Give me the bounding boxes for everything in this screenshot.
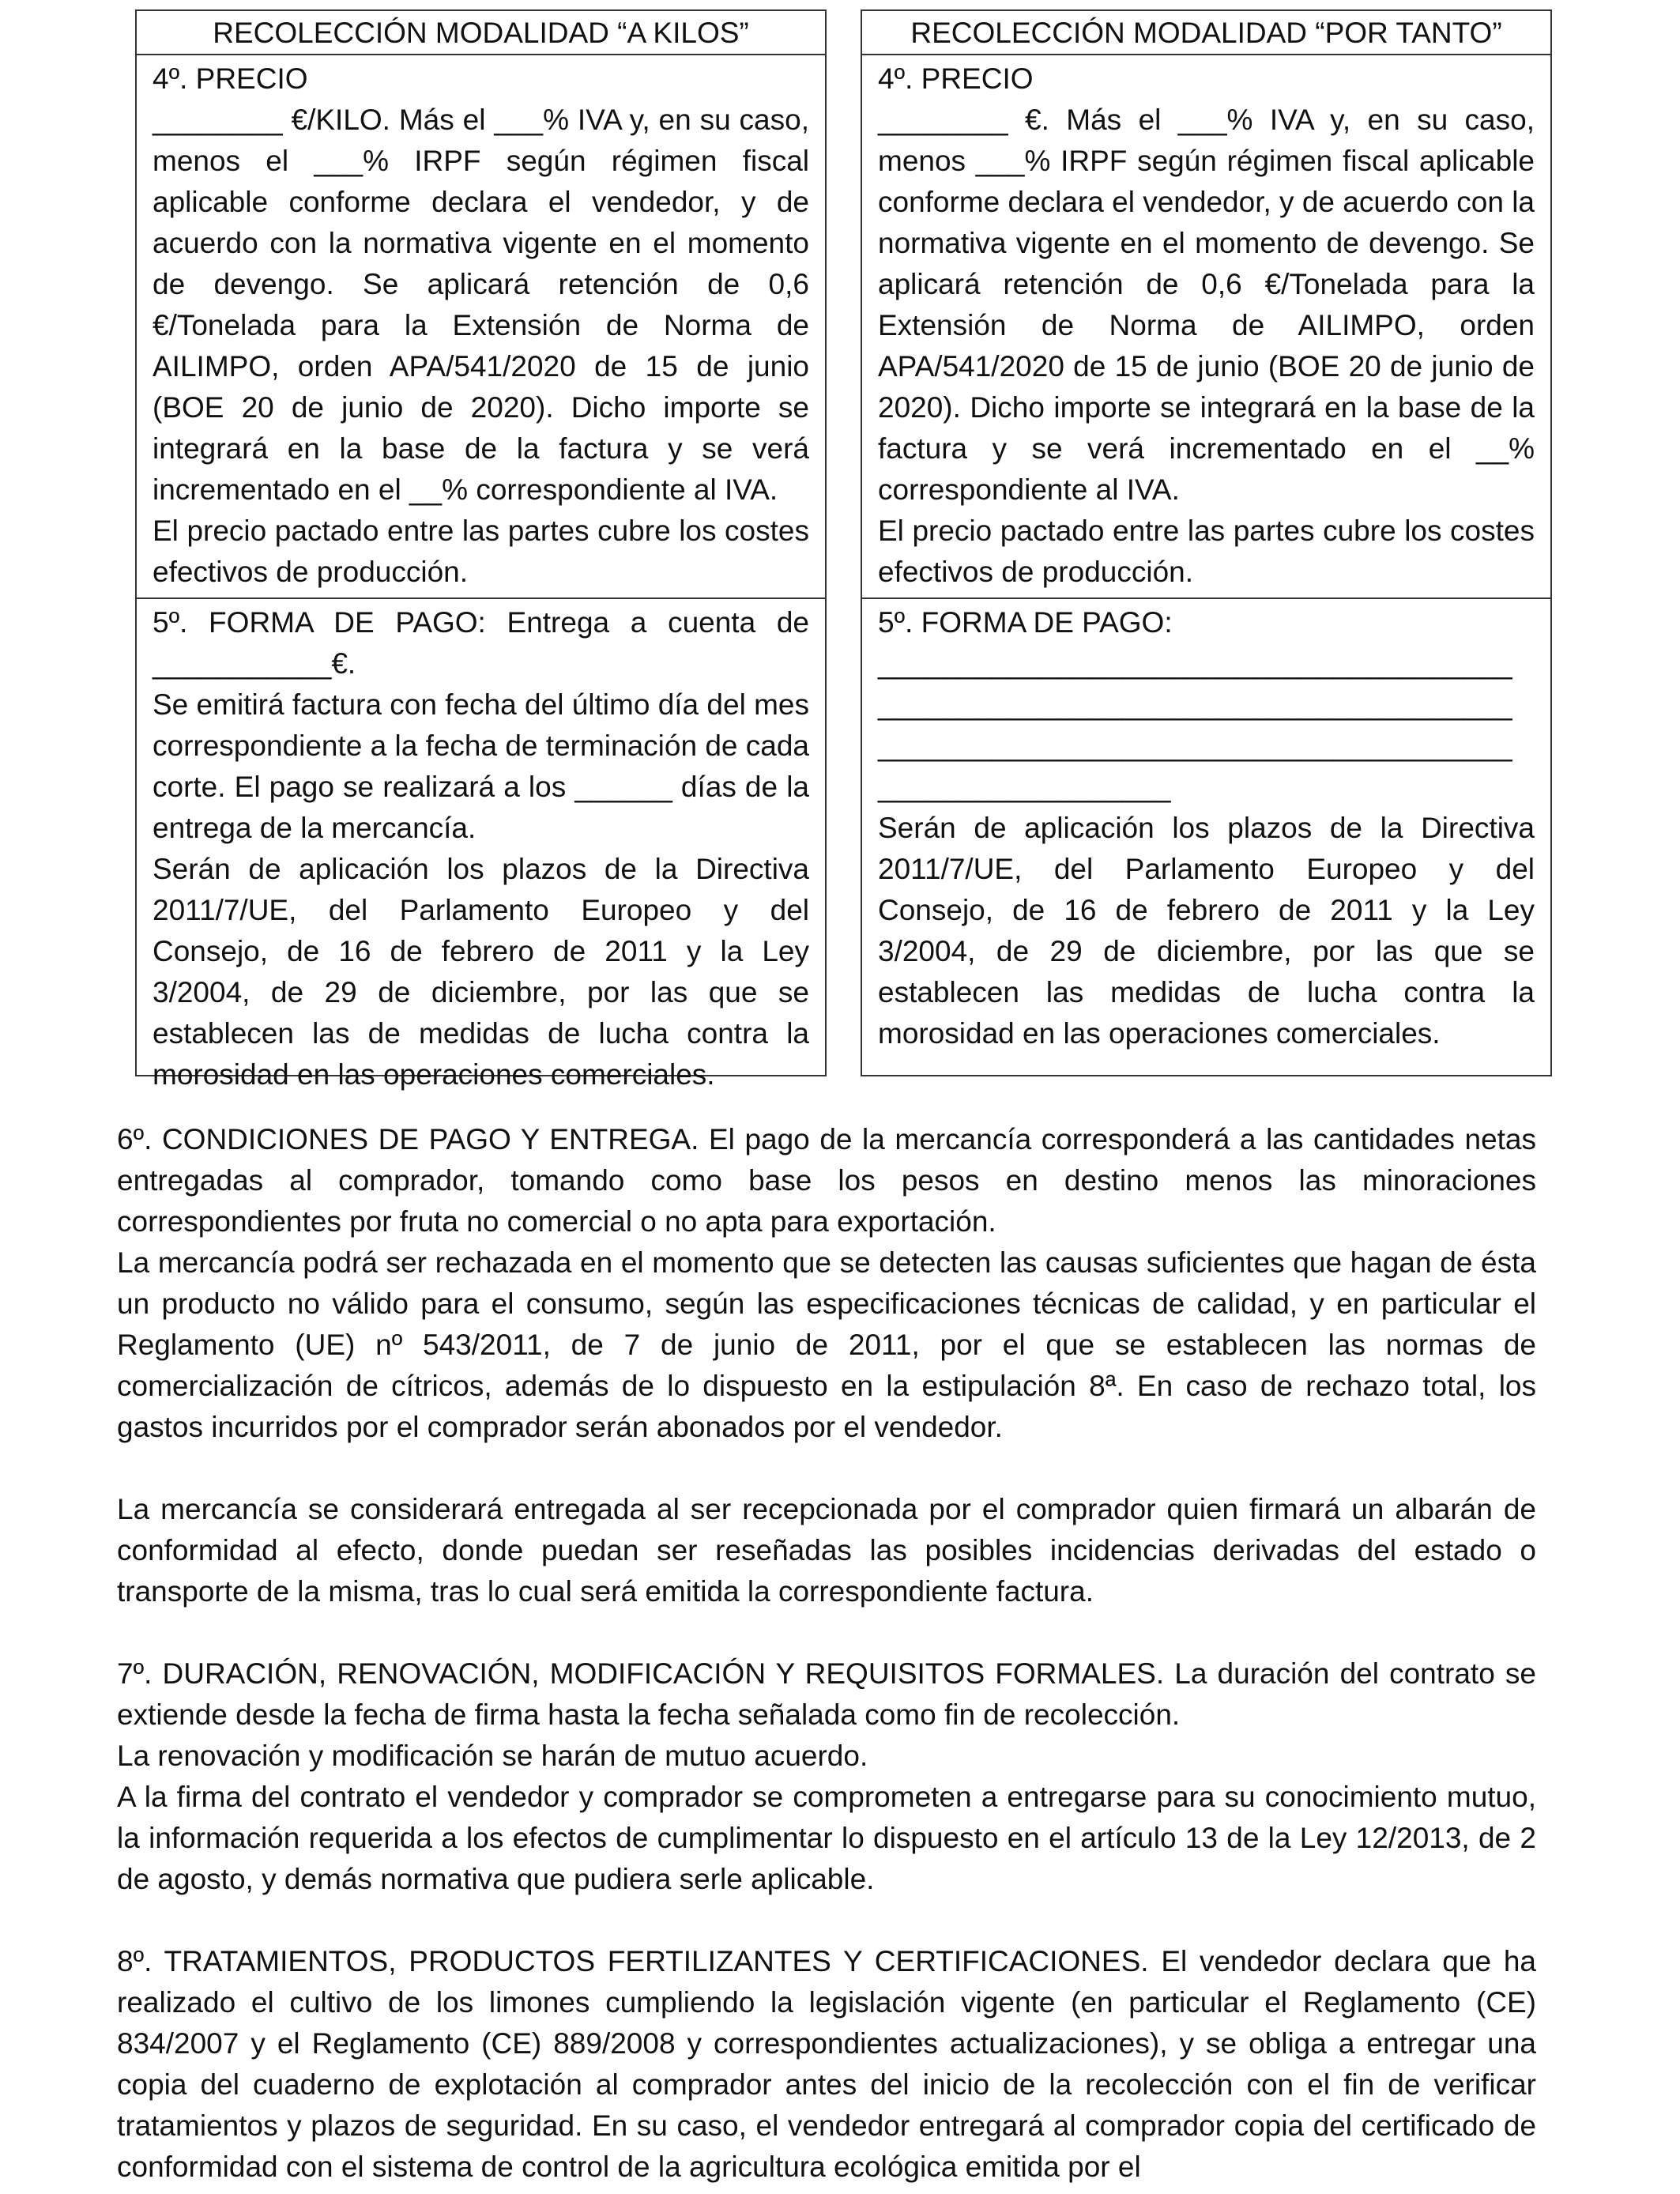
a-kilos-precio-title: 4º. PRECIO [153, 62, 308, 95]
a-kilos-pago-directive: Serán de aplicación los plazos de la Directiva 2011/7/UE, del Parlamento Europeo y del Consejo, de 16 de febrero de 2011 y la Ley 3/2004, de 29 de diciembre, por las que se establecen las de medidas de lucha contra la morosidad en las operaciones comerciales. [153, 853, 809, 1091]
a-kilos-precio-note: El precio pactado entre las partes cubre los costes efectivos de producción. [153, 515, 809, 588]
section-8 [117, 1941, 1536, 2188]
por-tanto-table [861, 9, 1552, 1076]
por-tanto-precio-cell [862, 55, 1550, 599]
a-kilos-precio-text: ________ €/KILO. Más el ___% IVA y, en su caso, menos el ___% IRPF según régimen fiscal aplicable conforme declara el vendedor, y de acuerdo con la normativa vigente en el momento de devengo. Se aplicará retención de 0,6 €/Tonelada para la Extensión de Norma de AILIMPO, orden APA/541/2020 de 15 de junio (BOE 20 de junio de 2020). Dicho importe se integrará en la base de la factura y se verá incrementado en el __% correspondiente al IVA. [153, 104, 809, 506]
a-kilos-pago-cell [137, 599, 825, 1100]
section-7-paragraph: 7º. DURACIÓN, RENOVACIÓN, MODIFICACIÓN Y REQUISITOS FORMALES. La duración del contrato se extiende desde la fecha de firma hasta la fecha señalada como fin de recolección. [117, 1657, 1536, 1731]
section-7-paragraph: A la firma del contrato el vendedor y comprador se comprometen a entregarse para su conocimiento mutuo, la información requerida a los efectos de cumplimentar lo dispuesto en el artículo 13 de la Ley 12/2013, de 2 de agosto, y demás normativa que pudiera serle aplicable. [117, 1781, 1536, 1895]
por-tanto-pago-cell [862, 599, 1550, 1059]
a-kilos-table [135, 9, 827, 1091]
por-tanto-precio-text: ________ €. Más el ___% IVA y, en su caso, menos ___% IRPF según régimen fiscal aplicable conforme declara el vendedor, y de acuerdo con la normativa vigente en el momento de devengo. Se aplicará retención de 0,6 €/Tonelada para la Extensión de Norma de AILIMPO, orden APA/541/2020 de 15 de junio (BOE 20 de junio de 2020). Dicho importe se integrará en la base de la factura y se verá incrementado en el __% correspondiente al IVA. [878, 104, 1535, 506]
section-6-paragraph: La mercancía se considerará entregada al ser recepcionada por el comprador quien firmará un albarán de conformidad al efecto, donde puedan ser reseñadas las posibles incidencias derivadas del estado o transporte de la misma, tras lo cual será emitida la correspondiente factura. [117, 1493, 1536, 1608]
por-tanto-header: RECOLECCIÓN MODALIDAD “POR TANTO” [862, 11, 1550, 55]
por-tanto-pago-blank: _______________________________________ [878, 647, 1512, 680]
section-7-paragraph: La renovación y modificación se harán de mutuo acuerdo. [117, 1740, 868, 1772]
section-7 [117, 1653, 1536, 1900]
por-tanto-precio-note: El precio pactado entre las partes cubre los costes efectivos de producción. [878, 515, 1535, 588]
section-6-paragraph: 6º. CONDICIONES DE PAGO Y ENTREGA. El pago de la mercancía corresponderá a las cantidades netas entregadas al comprador, tomando como base los pesos en destino menos las minoraciones correspondientes por fruta no comercial o no apta para exportación. [117, 1123, 1536, 1238]
section-8-paragraph: 8º. TRATAMIENTOS, PRODUCTOS FERTILIZANTES Y CERTIFICACIONES. El vendedor declara que ha realizado el cultivo de los limones cumpliendo la legislación vigente (en particular el Reglamento (CE) 834/2007 y el Reglamento (CE) 889/2008 y correspondientes actualizaciones), y se obliga a entregar una copia del cuaderno de explotación al comprador antes del inicio de la recolección con el fin de verificar tratamientos y plazos de seguridad. En su caso, el vendedor entregará al comprador copia del certificado de conformidad con el sistema de control de la agricultura ecológica emitida por el [117, 1945, 1536, 2183]
paragraph-spacer [117, 1448, 1536, 1489]
por-tanto-pago-title: 5º. FORMA DE PAGO: [878, 606, 1173, 639]
a-kilos-header: RECOLECCIÓN MODALIDAD “A KILOS” [137, 11, 825, 55]
a-kilos-pago-invoice: Se emitirá factura con fecha del último día del mes correspondiente a la fecha de terminación de cada corte. El pago se realizará a los ______ días de la entrega de la mercancía. [153, 688, 809, 844]
section-6 [117, 1119, 1536, 1612]
a-kilos-pago-line: 5º. FORMA DE PAGO: Entrega a cuenta de ___________€. [153, 606, 809, 680]
por-tanto-pago-blank: _______________________________________ [878, 688, 1512, 721]
a-kilos-precio-cell [137, 55, 825, 599]
section-6-paragraph: La mercancía podrá ser rechazada en el momento que se detecten las causas suficientes que hagan de ésta un producto no válido para el consumo, según las especificaciones técnicas de calidad, y en particular el Reglamento (UE) nº 543/2011, de 7 de junio de 2011, por el que se establecen las normas de comercialización de cítricos, además de lo dispuesto en la estipulación 8ª. En caso de rechazo total, los gastos incurridos por el comprador serán abonados por el vendedor. [117, 1246, 1536, 1443]
por-tanto-pago-directive: Serán de aplicación los plazos de la Directiva 2011/7/UE, del Parlamento Europeo y del Consejo, de 16 de febrero de 2011 y la Ley 3/2004, de 29 de diciembre, por las que se establecen las medidas de lucha contra la morosidad en las operaciones comerciales. [878, 812, 1535, 1050]
por-tanto-pago-blank: __________________ [878, 771, 1171, 803]
por-tanto-pago-blank: _______________________________________ [878, 729, 1512, 762]
por-tanto-precio-title: 4º. PRECIO [878, 62, 1034, 95]
